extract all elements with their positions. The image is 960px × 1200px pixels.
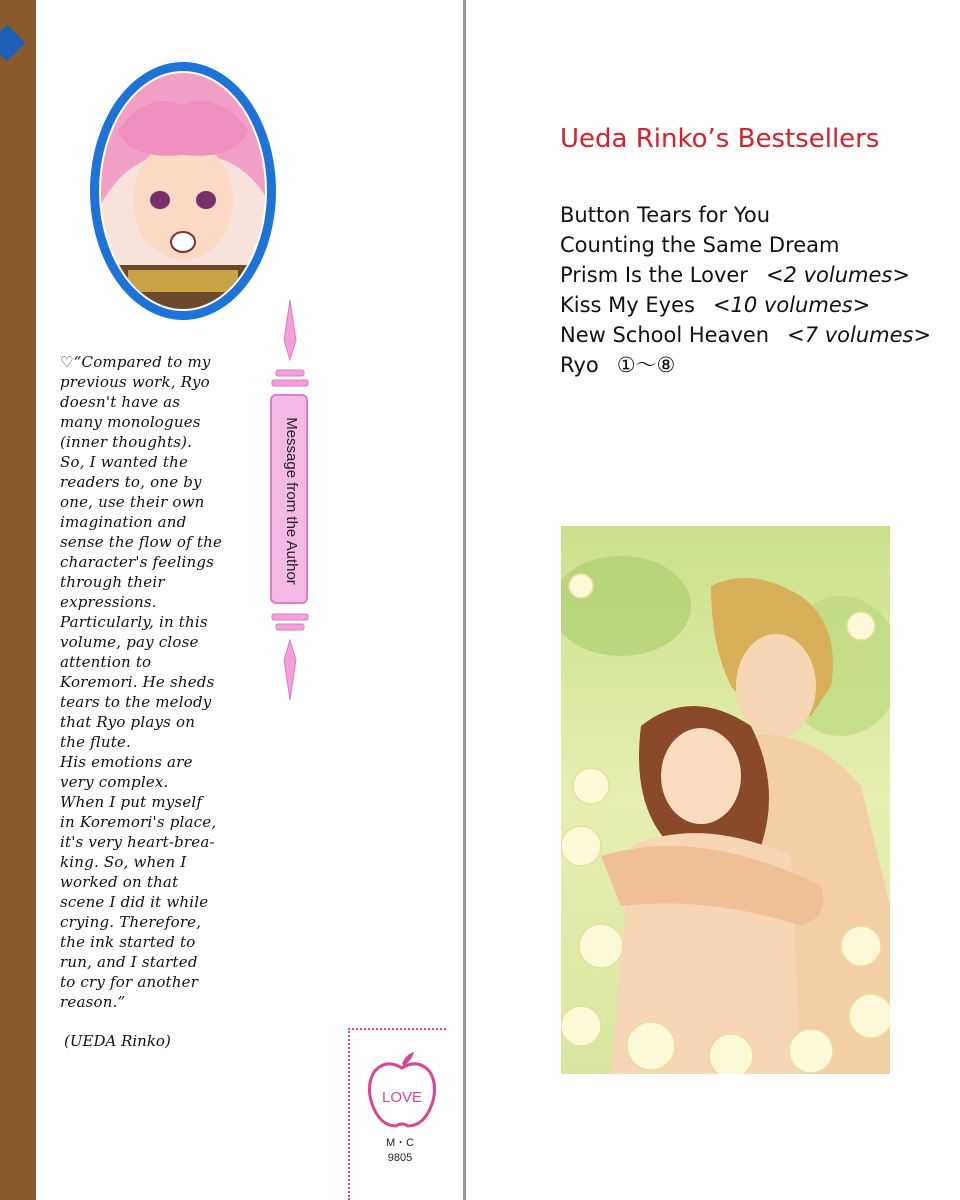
- message-tag-label: Message from the Author: [283, 417, 300, 585]
- author-portrait: [88, 60, 278, 322]
- book-title: Ryo: [560, 353, 599, 377]
- book-volumes: <10 volumes>: [712, 293, 871, 317]
- cover-illustration: [561, 526, 890, 1074]
- book-title: New School Heaven: [560, 323, 770, 347]
- logo-word: LOVE: [381, 1089, 423, 1106]
- book-title: Counting the Same Dream: [560, 233, 840, 257]
- list-item: [560, 260, 931, 290]
- author-message-text: “Compared to my previous work, Ryo doesn't have as many monologues (inner thoughts). So, I wanted the readers to, one by one, use their own imagination and sense the flow of the character's feelings through their expressions. Particularly, in this volume, pay close attention to Koremori. He sheds tears to the melody that Ryo plays on the flute. His emotions are very complex. When I put myself in Koremori's place, it's very heart-brea- king. So, when I worked on that scene I did it while crying. Therefore, the ink started to run, and I started to cry for another reason.”: [60, 353, 223, 1011]
- spine: [0, 0, 36, 1200]
- message-tag: [270, 394, 308, 604]
- logo-code: 9805: [387, 1152, 413, 1164]
- bestsellers-title: Ueda Rinko’s Bestsellers: [560, 124, 880, 154]
- book-volumes: ①～⑧: [616, 353, 676, 377]
- heart-icon: ♡: [60, 353, 74, 371]
- logo-mc: M・C: [385, 1137, 415, 1149]
- bestsellers-list: [560, 200, 931, 380]
- book-title: Button Tears for You: [560, 203, 771, 227]
- book-title: Prism Is the Lover: [560, 263, 748, 287]
- list-item: [560, 200, 931, 230]
- list-item: [560, 290, 931, 320]
- page-divider: [463, 0, 466, 1200]
- apple-logo: [366, 1050, 438, 1130]
- list-item: [560, 320, 931, 350]
- list-item: [560, 350, 931, 380]
- author-signature: (UEDA Rinko): [64, 1032, 171, 1050]
- diamond-marker-icon: [0, 25, 25, 62]
- author-message: [60, 352, 260, 1012]
- book-title: Kiss My Eyes: [560, 293, 695, 317]
- list-item: [560, 230, 931, 260]
- book-volumes: <7 volumes>: [787, 323, 932, 347]
- book-volumes: <2 volumes>: [765, 263, 910, 287]
